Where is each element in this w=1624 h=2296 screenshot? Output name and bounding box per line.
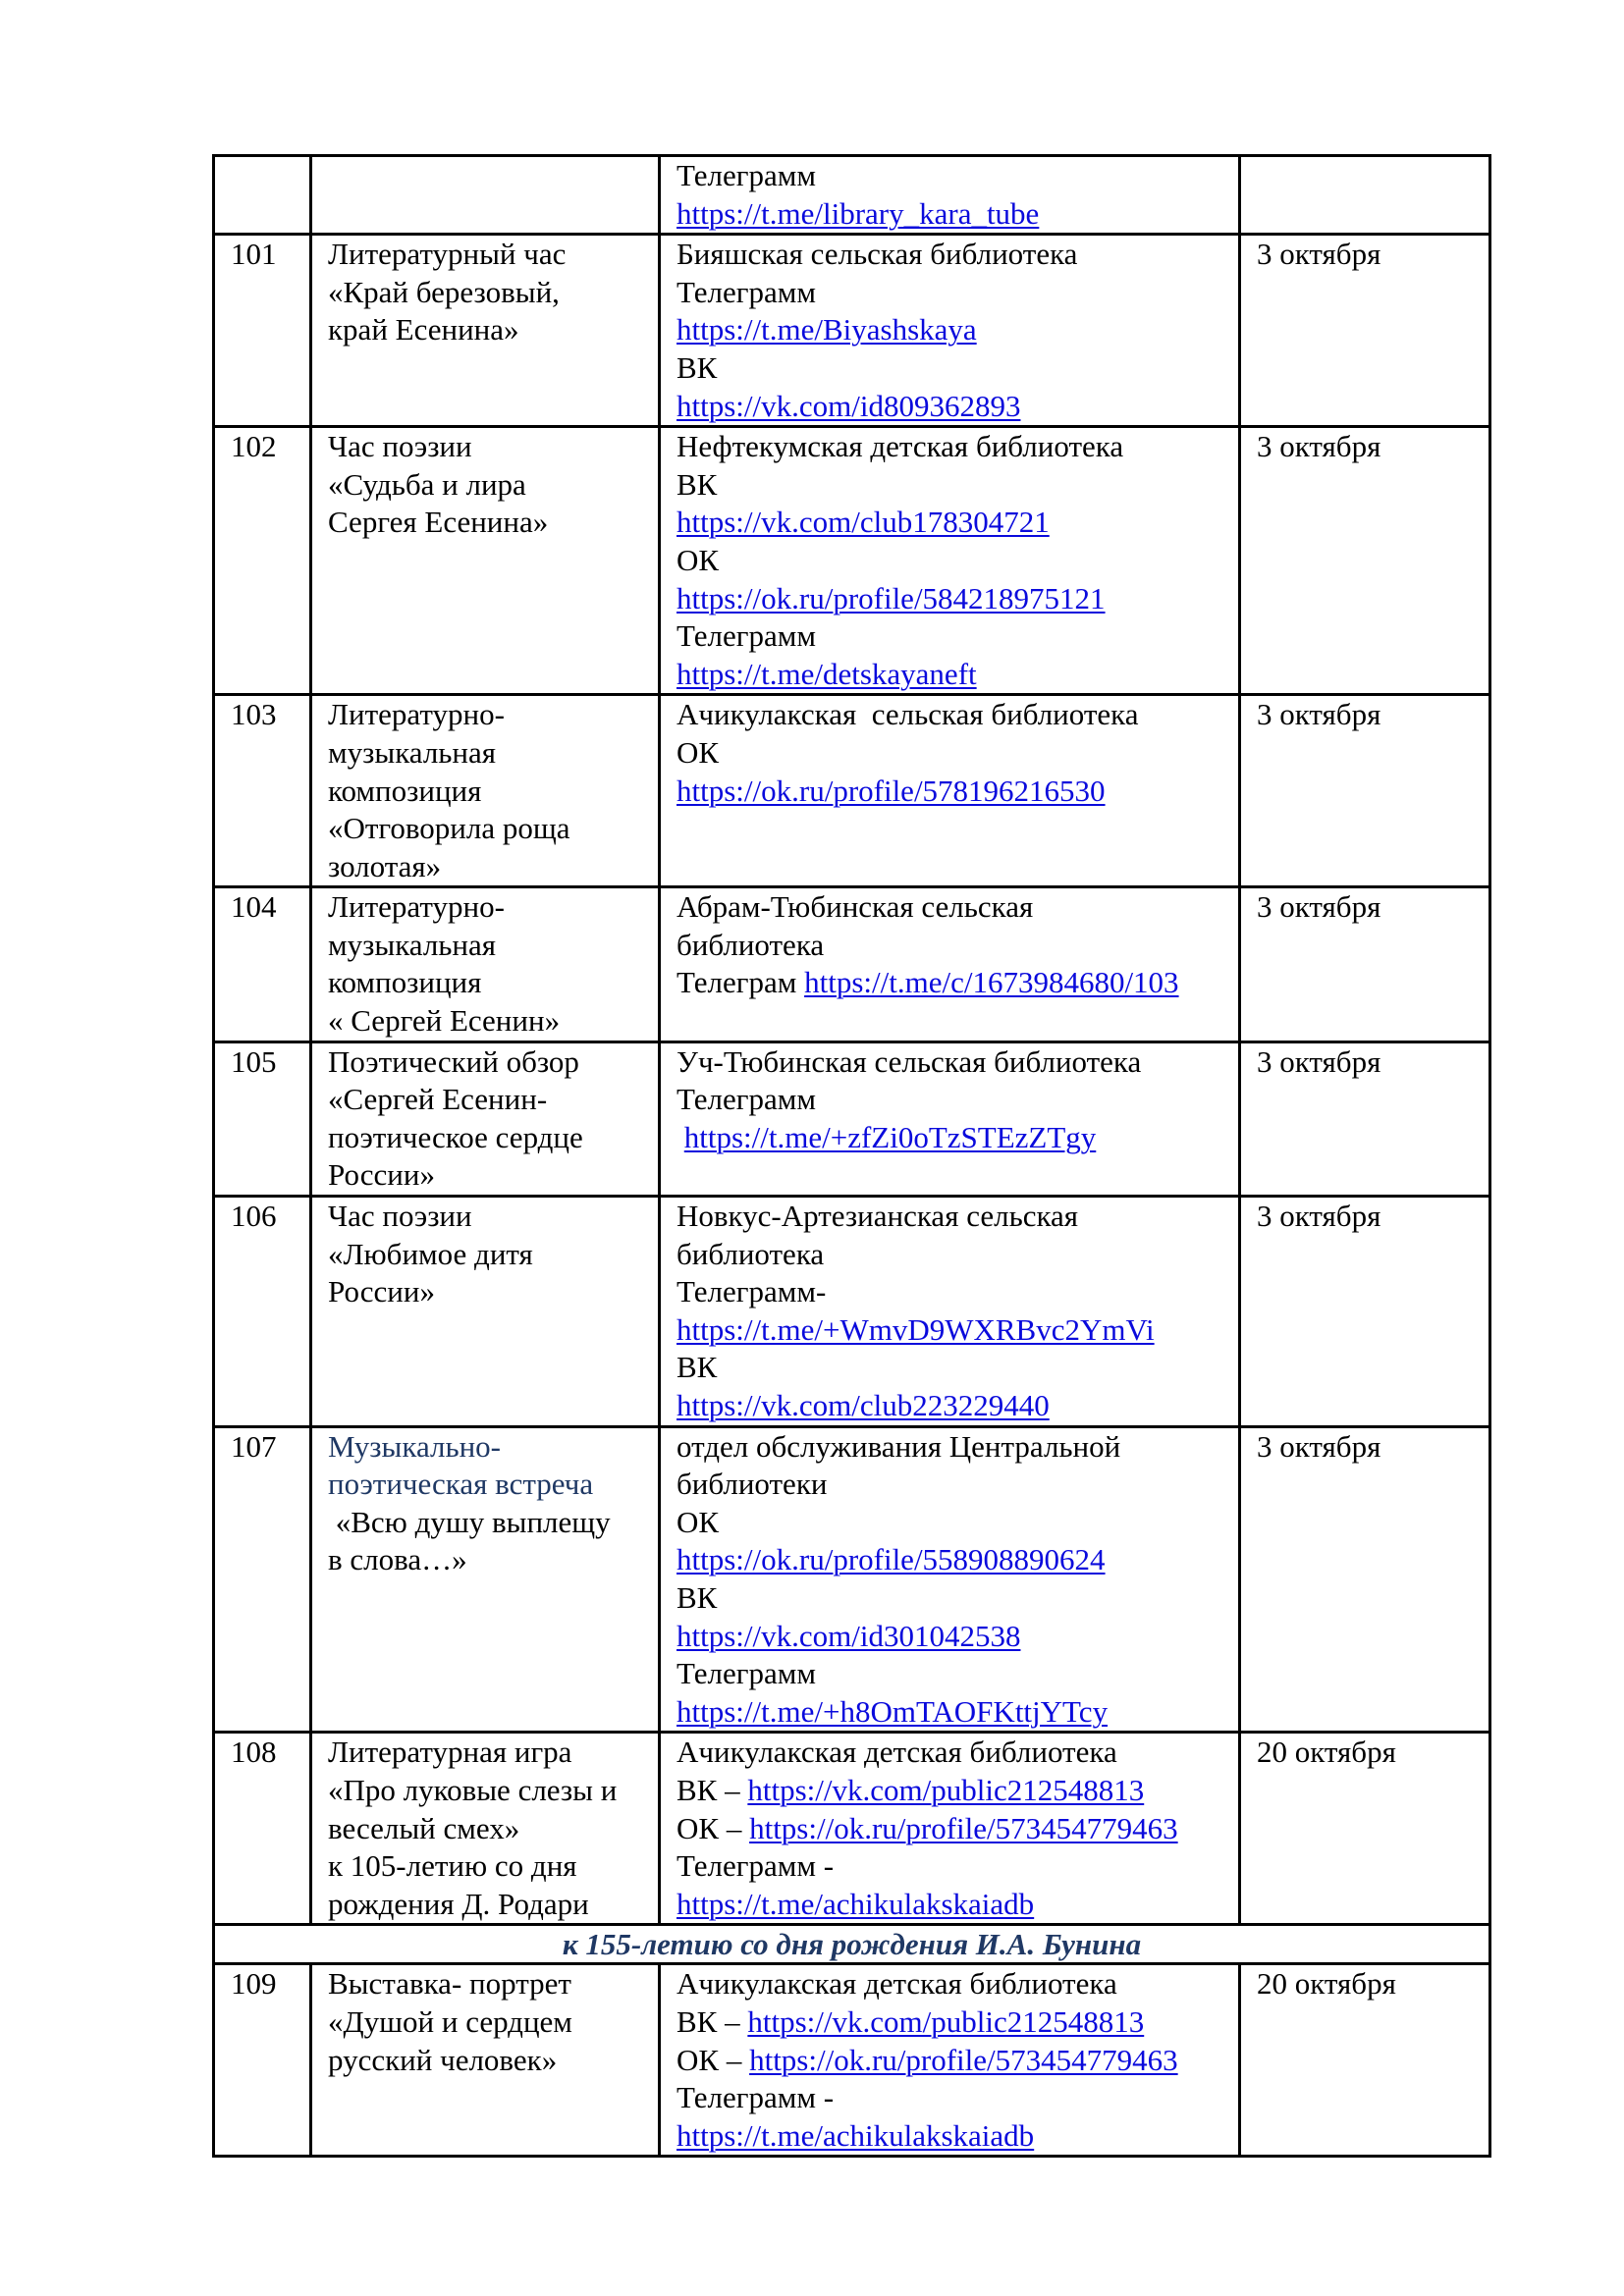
event-title-line: край Есенина» [328, 312, 519, 347]
row-number: 107 [214, 1426, 311, 1733]
venue-text: ВК – [677, 2003, 748, 2039]
row-number [214, 156, 311, 235]
venue-text: Телеграмм - [677, 2080, 835, 2115]
venue-line [677, 1693, 1230, 1732]
event-date: 3 октября [1240, 1041, 1490, 1196]
event-title-line: композиция [328, 965, 482, 1000]
social-link[interactable]: https://ok.ru/profile/573454779463 [749, 2042, 1178, 2077]
event-title-line: Сергея Есенина» [328, 505, 549, 540]
table-row [214, 156, 1490, 235]
venue-cell [660, 427, 1240, 695]
venue-cell [660, 156, 1240, 235]
social-link[interactable]: https://vk.com/id809362893 [677, 388, 1021, 423]
event-title-line: « Сергей Есенин» [328, 1003, 561, 1039]
venue-text: ОК [677, 1504, 720, 1539]
venue-text [677, 1120, 684, 1154]
social-link[interactable]: https://ok.ru/profile/573454779463 [749, 1810, 1178, 1845]
venue-line [677, 1965, 1230, 2003]
venue-cell [660, 887, 1240, 1041]
venue-line [677, 1541, 1230, 1579]
event-date: 3 октября [1240, 887, 1490, 1041]
event-title-cell [311, 1197, 660, 1427]
venue-line [677, 1886, 1230, 1924]
venue-text: ОК [677, 734, 720, 770]
event-title-line: России» [328, 1157, 435, 1193]
section-header: к 155-летию со дня рождения И.А. Бунина [214, 1925, 1490, 1964]
event-title-line: музыкальная [328, 734, 497, 770]
table-row [214, 887, 1490, 1041]
venue-text: Телеграмм [677, 1082, 816, 1117]
venue-line [677, 466, 1230, 505]
event-date: 3 октября [1240, 427, 1490, 695]
event-title-cell [311, 1426, 660, 1733]
venue-cell [660, 1733, 1240, 1925]
event-title-line: в слова…» [328, 1542, 467, 1577]
events-table-body [214, 156, 1490, 2157]
events-table [212, 154, 1491, 2158]
venue-line [677, 1504, 1230, 1542]
event-title-cell [311, 1733, 660, 1925]
venue-text: Телеграм [677, 965, 805, 1000]
venue-line [677, 2117, 1230, 2156]
venue-line [677, 388, 1230, 426]
event-title-line: к 105-летию со дня [328, 1848, 577, 1884]
event-title-cell [311, 695, 660, 887]
venue-line [677, 195, 1230, 234]
event-title-line: «Судьба и лира [328, 466, 526, 502]
social-link[interactable]: https://vk.com/public212548813 [747, 1772, 1145, 1807]
venue-line [677, 1043, 1230, 1082]
venue-text: Новкус-Артезианская сельская [677, 1199, 1079, 1234]
event-title-line: «Сергей Есенин- [328, 1082, 548, 1117]
venue-text: ВК [677, 349, 718, 385]
row-number: 108 [214, 1733, 311, 1925]
venue-line [677, 1198, 1230, 1236]
venue-line [677, 1349, 1230, 1387]
venue-line [677, 349, 1230, 388]
venue-line [677, 1655, 1230, 1693]
venue-text: Бияшская сельская библиотека [677, 237, 1078, 272]
row-number: 101 [214, 235, 311, 427]
venue-text: ОК [677, 542, 720, 577]
venue-line [677, 1387, 1230, 1425]
venue-text: ОК – [677, 1810, 750, 1845]
event-title-line: русский человек» [328, 2042, 558, 2077]
venue-text: Телеграмм [677, 618, 816, 654]
venue-text: ОК – [677, 2042, 750, 2077]
venue-cell [660, 1426, 1240, 1733]
event-title-line: Поэтический обзор [328, 1043, 579, 1079]
social-link[interactable]: https://vk.com/public212548813 [747, 2003, 1145, 2039]
venue-text: Телеграмм [677, 1656, 816, 1691]
event-title-line: «Про луковые слезы и [328, 1772, 618, 1807]
row-number: 104 [214, 887, 311, 1041]
venue-cell [660, 1197, 1240, 1427]
venue-line [677, 236, 1230, 274]
venue-line [677, 1847, 1230, 1886]
venue-line [677, 617, 1230, 656]
event-title-line: поэтическое сердце [328, 1119, 583, 1154]
row-number: 106 [214, 1197, 311, 1427]
venue-line [677, 2042, 1230, 2080]
venue-cell [660, 695, 1240, 887]
event-title-line: музыкальная [328, 927, 497, 962]
venue-line [677, 927, 1230, 965]
venue-line [677, 1119, 1230, 1157]
event-title-line: Литературная игра [328, 1735, 572, 1770]
venue-line [677, 734, 1230, 773]
venue-text: ВК [677, 1579, 718, 1615]
social-link[interactable]: https://ok.ru/profile/584218975121 [677, 580, 1106, 615]
event-title-line: «Всю душу выплещу [328, 1504, 611, 1539]
venue-line [677, 1618, 1230, 1656]
venue-text: Нефтекумская детская библиотека [677, 429, 1124, 464]
social-link[interactable]: https://t.me/achikulakskaiadb [677, 1886, 1035, 1921]
venue-cell [660, 235, 1240, 427]
event-title-line: Литературный час [328, 237, 567, 272]
event-title-line: Литературно- [328, 697, 505, 732]
venue-text: Уч-Тюбинская сельская библиотека [677, 1043, 1142, 1079]
venue-text: ВК [677, 466, 718, 502]
venue-text: Ачикулакская детская библиотека [677, 1966, 1117, 2002]
venue-line [677, 504, 1230, 542]
event-title-line: рождения Д. Родари [328, 1886, 589, 1921]
event-title-cell [311, 887, 660, 1041]
venue-line [677, 2003, 1230, 2042]
venue-line [677, 1810, 1230, 1848]
venue-line [677, 580, 1230, 618]
table-row [214, 235, 1490, 427]
event-date: 3 октября [1240, 695, 1490, 887]
social-link[interactable]: https://t.me/c/1673984680/103 [804, 965, 1179, 1000]
event-title-line: Час поэзии [328, 429, 472, 464]
event-title-cell [311, 427, 660, 695]
venue-line [677, 1081, 1230, 1119]
table-row [214, 695, 1490, 887]
venue-text: Телеграмм [677, 158, 816, 192]
table-row [214, 1733, 1490, 1925]
event-date: 3 октября [1240, 235, 1490, 427]
venue-line [677, 773, 1230, 811]
venue-line [677, 1311, 1230, 1350]
venue-text: библиотеки [677, 1467, 828, 1502]
social-link[interactable]: https://vk.com/club178304721 [677, 505, 1050, 540]
venue-cell [660, 1041, 1240, 1196]
event-title-line: Выставка- портрет [328, 1966, 571, 2002]
table-row [214, 1041, 1490, 1196]
venue-text: ВК – [677, 1772, 748, 1807]
venue-line [677, 696, 1230, 734]
venue-text: отдел обслуживания Центральной [677, 1428, 1121, 1464]
venue-text: библиотека [677, 927, 825, 962]
row-number: 102 [214, 427, 311, 695]
venue-text: Ачикулакская детская библиотека [677, 1735, 1117, 1770]
venue-text: библиотека [677, 1236, 825, 1271]
venue-text: Телеграмм - [677, 1848, 835, 1884]
social-link[interactable]: https://t.me/+h8OmTAOFKttjYTcy [677, 1693, 1109, 1729]
venue-text: Ачикулакская сельская библиотека [677, 697, 1139, 732]
event-title-line: золотая» [328, 848, 442, 883]
event-title-line: веселый смех» [328, 1810, 520, 1845]
venue-line [677, 1579, 1230, 1618]
event-title-line: «Любимое дитя [328, 1236, 533, 1271]
venue-line [677, 1772, 1230, 1810]
event-title-line: «Край березовый, [328, 274, 560, 309]
event-date: 20 октября [1240, 1964, 1490, 2157]
row-number: 109 [214, 1964, 311, 2157]
venue-line [677, 1273, 1230, 1311]
table-row [214, 1197, 1490, 1427]
event-date: 3 октября [1240, 1426, 1490, 1733]
event-title-line: России» [328, 1274, 435, 1309]
social-link[interactable]: https://t.me/library_kara_tube [677, 195, 1040, 231]
venue-line [677, 964, 1230, 1002]
venue-line [677, 1734, 1230, 1772]
row-number: 103 [214, 695, 311, 887]
venue-text: ВК [677, 1350, 718, 1385]
social-link[interactable]: https://t.me/achikulakskaiadb [677, 2117, 1035, 2153]
section-header-row [214, 1925, 1490, 1964]
event-title-line: поэтическая встреча [328, 1467, 594, 1502]
venue-line [677, 2079, 1230, 2117]
venue-text: Телеграмм [677, 274, 816, 309]
venue-line [677, 888, 1230, 927]
venue-line [677, 1236, 1230, 1274]
event-date: 20 октября [1240, 1733, 1490, 1925]
table-row [214, 427, 1490, 695]
venue-text: Абрам-Тюбинская сельская [677, 889, 1034, 925]
venue-line [677, 1428, 1230, 1467]
social-link[interactable]: https://t.me/+WmvD9WXRBvc2YmVi [677, 1311, 1155, 1347]
venue-line [677, 274, 1230, 312]
event-title-cell [311, 1041, 660, 1196]
row-number: 105 [214, 1041, 311, 1196]
social-link[interactable]: https://t.me/+zfZi0oTzSTEzZTgy [683, 1119, 1097, 1154]
event-date [1240, 156, 1490, 235]
venue-line [677, 157, 1230, 195]
event-title-cell [311, 1964, 660, 2157]
social-link[interactable]: https://t.me/detskayaneft [677, 656, 977, 691]
venue-cell [660, 1964, 1240, 2157]
event-title-line: Литературно- [328, 889, 505, 925]
event-title-cell [311, 156, 660, 235]
event-title-line: Час поэзии [328, 1199, 472, 1234]
table-row [214, 1964, 1490, 2157]
venue-line [677, 542, 1230, 580]
venue-line [677, 311, 1230, 349]
event-title-line: Музыкально- [328, 1428, 502, 1464]
social-link[interactable]: https://ok.ru/profile/578196216530 [677, 773, 1106, 808]
venue-line [677, 1466, 1230, 1504]
event-title-line: композиция [328, 773, 482, 808]
venue-line [677, 428, 1230, 466]
social-link[interactable]: https://vk.com/club223229440 [677, 1388, 1050, 1422]
social-link[interactable]: https://t.me/Biyashskaya [677, 312, 977, 347]
table-row [214, 1426, 1490, 1733]
event-title-cell [311, 235, 660, 427]
social-link[interactable]: https://ok.ru/profile/558908890624 [677, 1542, 1106, 1577]
event-title-line: «Душой и сердцем [328, 2003, 572, 2039]
event-date: 3 октября [1240, 1197, 1490, 1427]
venue-text: Телеграмм- [677, 1274, 827, 1309]
venue-line [677, 656, 1230, 694]
social-link[interactable]: https://vk.com/id301042538 [677, 1618, 1021, 1653]
event-title-line: «Отговорила роща [328, 811, 570, 846]
